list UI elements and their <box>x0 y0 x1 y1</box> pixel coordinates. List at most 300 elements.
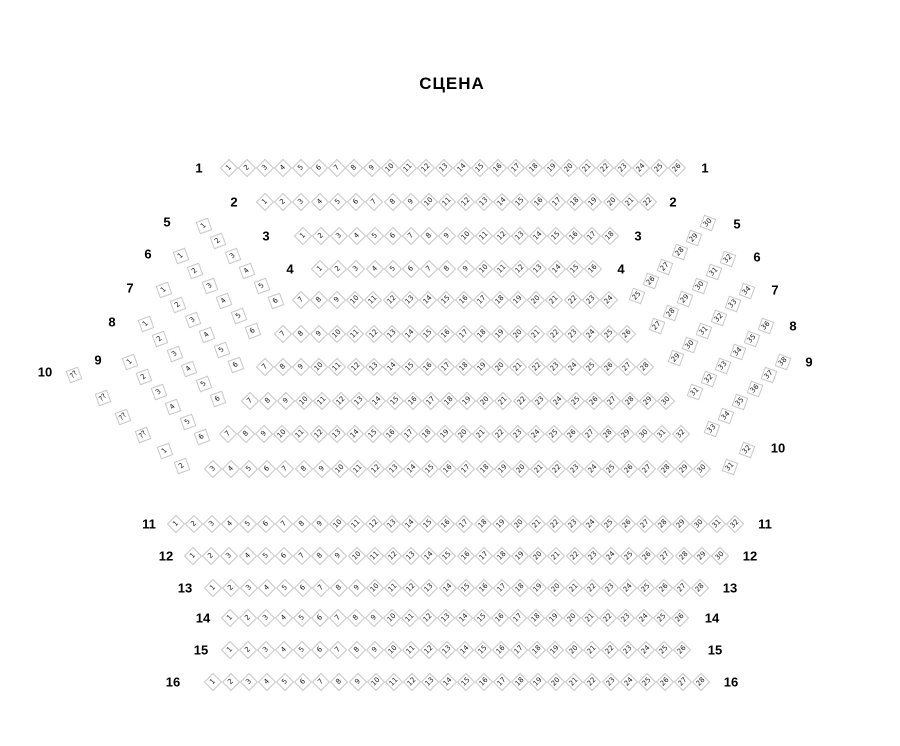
seat[interactable] <box>674 547 692 565</box>
seat[interactable] <box>228 357 245 374</box>
seat[interactable] <box>600 515 618 533</box>
seat[interactable] <box>674 460 692 478</box>
seat[interactable] <box>291 159 309 177</box>
seat[interactable] <box>473 325 491 343</box>
seat[interactable] <box>491 291 509 309</box>
seat[interactable] <box>545 515 563 533</box>
seat[interactable] <box>136 369 153 386</box>
seat[interactable] <box>567 392 585 410</box>
seat[interactable] <box>722 459 739 476</box>
seat[interactable] <box>187 263 204 280</box>
seat[interactable] <box>399 159 417 177</box>
seat[interactable] <box>582 358 600 376</box>
seat[interactable] <box>711 547 729 565</box>
seat[interactable] <box>245 323 262 340</box>
seat[interactable] <box>364 358 382 376</box>
seat[interactable] <box>601 673 619 691</box>
seat[interactable] <box>367 460 385 478</box>
seat[interactable] <box>560 159 578 177</box>
seat[interactable] <box>602 193 620 211</box>
seat[interactable] <box>585 392 603 410</box>
seat[interactable] <box>746 380 763 397</box>
seat[interactable] <box>491 358 509 376</box>
seat[interactable] <box>309 159 327 177</box>
seat[interactable] <box>682 336 699 353</box>
seat[interactable] <box>327 425 345 443</box>
seat[interactable] <box>439 460 457 478</box>
seat[interactable] <box>527 325 545 343</box>
seat[interactable] <box>349 392 367 410</box>
seat[interactable] <box>527 609 545 627</box>
seat[interactable] <box>138 316 155 333</box>
seat[interactable] <box>760 367 777 384</box>
seat[interactable] <box>329 547 347 565</box>
seat[interactable] <box>364 325 382 343</box>
seat[interactable] <box>453 159 471 177</box>
seat[interactable] <box>473 291 491 309</box>
seat[interactable] <box>309 425 327 443</box>
seat[interactable] <box>739 442 756 459</box>
seat[interactable] <box>636 358 654 376</box>
seat[interactable] <box>547 673 565 691</box>
seat[interactable] <box>401 609 419 627</box>
seat[interactable] <box>170 297 187 314</box>
seat[interactable] <box>436 425 454 443</box>
seat[interactable] <box>493 460 511 478</box>
seat[interactable] <box>693 547 711 565</box>
seat[interactable] <box>115 408 132 425</box>
seat[interactable] <box>437 291 455 309</box>
seat[interactable] <box>437 515 455 533</box>
seat[interactable] <box>509 325 527 343</box>
seat[interactable] <box>636 515 654 533</box>
seat[interactable] <box>566 193 584 211</box>
seat[interactable] <box>259 392 277 410</box>
seat[interactable] <box>204 579 222 597</box>
seat[interactable] <box>331 392 349 410</box>
seat[interactable] <box>366 673 384 691</box>
seat[interactable] <box>458 392 476 410</box>
seat[interactable] <box>455 325 473 343</box>
seat[interactable] <box>440 392 458 410</box>
seat[interactable] <box>638 460 656 478</box>
seat[interactable] <box>311 641 329 659</box>
seat[interactable] <box>618 515 636 533</box>
seat[interactable] <box>710 309 727 326</box>
seat[interactable] <box>204 460 222 478</box>
seat[interactable] <box>715 357 732 374</box>
seat[interactable] <box>221 609 239 627</box>
seat[interactable] <box>547 579 565 597</box>
seat[interactable] <box>564 641 582 659</box>
seat[interactable] <box>293 515 311 533</box>
seat[interactable] <box>547 227 565 245</box>
seat[interactable] <box>421 460 439 478</box>
seat[interactable] <box>650 159 668 177</box>
seat[interactable] <box>455 515 473 533</box>
seat[interactable] <box>729 344 746 361</box>
seat[interactable] <box>637 673 655 691</box>
seat[interactable] <box>511 260 529 278</box>
seat[interactable] <box>420 193 438 211</box>
seat[interactable] <box>347 547 365 565</box>
seat[interactable] <box>529 579 547 597</box>
seat[interactable] <box>491 515 509 533</box>
seat[interactable] <box>621 193 639 211</box>
seat[interactable] <box>402 193 420 211</box>
seat[interactable] <box>257 641 275 659</box>
seat[interactable] <box>474 579 492 597</box>
seat[interactable] <box>649 318 666 335</box>
seat[interactable] <box>529 547 547 565</box>
seat[interactable] <box>330 673 348 691</box>
seat[interactable] <box>418 291 436 309</box>
seat[interactable] <box>493 547 511 565</box>
seat[interactable] <box>672 515 690 533</box>
seat[interactable] <box>510 641 528 659</box>
seat[interactable] <box>348 673 366 691</box>
seat[interactable] <box>194 429 211 446</box>
seat[interactable] <box>581 609 599 627</box>
seat[interactable] <box>239 515 257 533</box>
seat[interactable] <box>173 458 190 475</box>
seat[interactable] <box>581 325 599 343</box>
seat[interactable] <box>493 193 511 211</box>
seat[interactable] <box>475 460 493 478</box>
seat[interactable] <box>656 547 674 565</box>
seat[interactable] <box>739 283 756 300</box>
seat[interactable] <box>213 342 230 359</box>
seat[interactable] <box>366 227 384 245</box>
seat[interactable] <box>687 384 704 401</box>
seat[interactable] <box>237 425 255 443</box>
seat[interactable] <box>382 291 400 309</box>
seat[interactable] <box>400 291 418 309</box>
seat[interactable] <box>673 641 691 659</box>
seat[interactable] <box>600 325 618 343</box>
seat[interactable] <box>345 425 363 443</box>
seat[interactable] <box>529 673 547 691</box>
seat[interactable] <box>529 227 547 245</box>
seat[interactable] <box>381 159 399 177</box>
seat[interactable] <box>365 547 383 565</box>
seat[interactable] <box>653 609 671 627</box>
seat[interactable] <box>732 394 749 411</box>
seat[interactable] <box>584 547 602 565</box>
seat[interactable] <box>629 288 646 305</box>
seat[interactable] <box>456 227 474 245</box>
seat[interactable] <box>509 609 527 627</box>
seat[interactable] <box>135 427 152 444</box>
seat[interactable] <box>347 515 365 533</box>
seat[interactable] <box>617 425 635 443</box>
seat[interactable] <box>275 641 293 659</box>
seat[interactable] <box>222 579 240 597</box>
seat[interactable] <box>455 358 473 376</box>
seat[interactable] <box>474 641 492 659</box>
seat[interactable] <box>583 673 601 691</box>
seat[interactable] <box>528 641 546 659</box>
seat[interactable] <box>602 547 620 565</box>
seat[interactable] <box>66 367 83 384</box>
seat[interactable] <box>692 673 710 691</box>
seat[interactable] <box>330 227 348 245</box>
seat[interactable] <box>256 193 274 211</box>
seat[interactable] <box>475 260 493 278</box>
seat[interactable] <box>599 291 617 309</box>
seat[interactable] <box>327 159 345 177</box>
seat[interactable] <box>565 227 583 245</box>
seat[interactable] <box>224 248 241 265</box>
seat[interactable] <box>382 358 400 376</box>
seat[interactable] <box>420 260 438 278</box>
seat[interactable] <box>419 515 437 533</box>
seat[interactable] <box>256 358 274 376</box>
seat[interactable] <box>402 547 420 565</box>
seat[interactable] <box>690 515 708 533</box>
seat[interactable] <box>437 358 455 376</box>
seat[interactable] <box>671 609 689 627</box>
seat[interactable] <box>619 641 637 659</box>
seat[interactable] <box>655 641 673 659</box>
seat[interactable] <box>621 392 639 410</box>
seat[interactable] <box>637 641 655 659</box>
seat[interactable] <box>222 460 240 478</box>
seat[interactable] <box>275 547 293 565</box>
seat[interactable] <box>240 460 258 478</box>
seat[interactable] <box>347 609 365 627</box>
seat[interactable] <box>635 609 653 627</box>
seat[interactable] <box>179 414 196 431</box>
seat[interactable] <box>492 227 510 245</box>
seat[interactable] <box>364 425 382 443</box>
seat[interactable] <box>455 609 473 627</box>
seat[interactable] <box>639 193 657 211</box>
seat[interactable] <box>619 579 637 597</box>
seat[interactable] <box>329 609 347 627</box>
seat[interactable] <box>402 579 420 597</box>
seat[interactable] <box>221 515 239 533</box>
seat[interactable] <box>758 318 775 335</box>
seat[interactable] <box>403 460 421 478</box>
seat[interactable] <box>402 260 420 278</box>
seat[interactable] <box>524 159 542 177</box>
seat[interactable] <box>201 278 218 295</box>
seat[interactable] <box>578 159 596 177</box>
seat[interactable] <box>419 358 437 376</box>
seat[interactable] <box>152 331 169 348</box>
seat[interactable] <box>256 547 274 565</box>
seat[interactable] <box>475 547 493 565</box>
seat[interactable] <box>456 641 474 659</box>
seat[interactable] <box>509 515 527 533</box>
seat[interactable] <box>565 579 583 597</box>
seat[interactable] <box>253 278 270 295</box>
seat[interactable] <box>384 227 402 245</box>
seat[interactable] <box>696 323 713 340</box>
seat[interactable] <box>704 421 721 438</box>
seat[interactable] <box>240 673 258 691</box>
seat[interactable] <box>511 673 529 691</box>
seat[interactable] <box>386 392 404 410</box>
seat[interactable] <box>724 296 741 313</box>
seat[interactable] <box>581 425 599 443</box>
seat[interactable] <box>329 193 347 211</box>
seat[interactable] <box>599 425 617 443</box>
seat[interactable] <box>508 425 526 443</box>
seat[interactable] <box>563 291 581 309</box>
seat[interactable] <box>311 609 329 627</box>
seat[interactable] <box>582 641 600 659</box>
seat[interactable] <box>437 325 455 343</box>
seat[interactable] <box>619 673 637 691</box>
seat[interactable] <box>348 227 366 245</box>
seat[interactable] <box>547 547 565 565</box>
seat[interactable] <box>490 425 508 443</box>
seat[interactable] <box>438 193 456 211</box>
seat[interactable] <box>602 460 620 478</box>
seat[interactable] <box>435 159 453 177</box>
seat[interactable] <box>545 358 563 376</box>
seat[interactable] <box>489 159 507 177</box>
seat[interactable] <box>363 159 381 177</box>
seat[interactable] <box>691 579 709 597</box>
seat[interactable] <box>365 609 383 627</box>
seat[interactable] <box>638 547 656 565</box>
seat[interactable] <box>400 425 418 443</box>
seat[interactable] <box>617 609 635 627</box>
seat[interactable] <box>274 193 292 211</box>
seat[interactable] <box>384 547 402 565</box>
seat[interactable] <box>457 460 475 478</box>
seat[interactable] <box>583 579 601 597</box>
seat[interactable] <box>547 260 565 278</box>
seat[interactable] <box>493 260 511 278</box>
seat[interactable] <box>545 609 563 627</box>
seat[interactable] <box>596 159 614 177</box>
seat[interactable] <box>529 260 547 278</box>
seat[interactable] <box>294 460 312 478</box>
seat[interactable] <box>603 392 621 410</box>
seat[interactable] <box>274 159 292 177</box>
seat[interactable] <box>584 260 602 278</box>
seat[interactable] <box>257 515 275 533</box>
seat[interactable] <box>157 443 174 460</box>
seat[interactable] <box>184 547 202 565</box>
seat[interactable] <box>184 312 201 329</box>
seat[interactable] <box>692 460 710 478</box>
seat[interactable] <box>456 579 474 597</box>
seat[interactable] <box>657 392 675 410</box>
seat[interactable] <box>526 425 544 443</box>
seat[interactable] <box>726 515 744 533</box>
seat[interactable] <box>346 358 364 376</box>
seat[interactable] <box>401 515 419 533</box>
seat[interactable] <box>546 641 564 659</box>
seat[interactable] <box>563 515 581 533</box>
seat[interactable] <box>566 260 584 278</box>
seat[interactable] <box>563 325 581 343</box>
seat[interactable] <box>599 609 617 627</box>
seat[interactable] <box>313 392 331 410</box>
seat[interactable] <box>581 515 599 533</box>
seat[interactable] <box>677 291 694 308</box>
seat[interactable] <box>530 460 548 478</box>
seat[interactable] <box>219 425 237 443</box>
seat[interactable] <box>643 273 660 290</box>
seat[interactable] <box>348 579 366 597</box>
seat[interactable] <box>199 327 216 344</box>
seat[interactable] <box>276 579 294 597</box>
seat[interactable] <box>583 227 601 245</box>
seat[interactable] <box>657 258 674 275</box>
seat[interactable] <box>437 609 455 627</box>
seat[interactable] <box>401 358 419 376</box>
seat[interactable] <box>165 399 182 416</box>
seat[interactable] <box>584 193 602 211</box>
seat[interactable] <box>456 547 474 565</box>
seat[interactable] <box>404 392 422 410</box>
seat[interactable] <box>563 609 581 627</box>
seat[interactable] <box>509 291 527 309</box>
seat[interactable] <box>511 227 529 245</box>
seat[interactable] <box>295 392 313 410</box>
seat[interactable] <box>618 358 636 376</box>
seat[interactable] <box>347 193 365 211</box>
seat[interactable] <box>275 515 293 533</box>
seat[interactable] <box>527 358 545 376</box>
seat[interactable] <box>542 159 560 177</box>
seat[interactable] <box>417 159 435 177</box>
seat[interactable] <box>548 460 566 478</box>
seat[interactable] <box>419 325 437 343</box>
seat[interactable] <box>291 425 309 443</box>
seat[interactable] <box>620 460 638 478</box>
seat[interactable] <box>685 229 702 246</box>
seat[interactable] <box>708 515 726 533</box>
seat[interactable] <box>718 407 735 424</box>
seat[interactable] <box>293 609 311 627</box>
seat[interactable] <box>384 673 402 691</box>
seat[interactable] <box>277 392 295 410</box>
seat[interactable] <box>566 460 584 478</box>
seat[interactable] <box>512 392 530 410</box>
seat[interactable] <box>438 579 456 597</box>
seat[interactable] <box>656 460 674 478</box>
seat[interactable] <box>530 392 548 410</box>
seat[interactable] <box>600 641 618 659</box>
seat[interactable] <box>492 641 510 659</box>
seat[interactable] <box>457 673 475 691</box>
seat[interactable] <box>312 227 330 245</box>
seat[interactable] <box>239 641 257 659</box>
seat[interactable] <box>700 215 717 232</box>
seat[interactable] <box>438 227 456 245</box>
seat[interactable] <box>472 425 490 443</box>
seat[interactable] <box>311 515 329 533</box>
seat[interactable] <box>329 641 347 659</box>
seat[interactable] <box>258 673 276 691</box>
seat[interactable] <box>743 331 760 348</box>
seat[interactable] <box>220 547 238 565</box>
seat[interactable] <box>632 159 650 177</box>
seat[interactable] <box>511 460 529 478</box>
seat[interactable] <box>701 370 718 387</box>
seat[interactable] <box>565 547 583 565</box>
seat[interactable] <box>473 358 491 376</box>
seat[interactable] <box>216 293 233 310</box>
seat[interactable] <box>311 193 329 211</box>
